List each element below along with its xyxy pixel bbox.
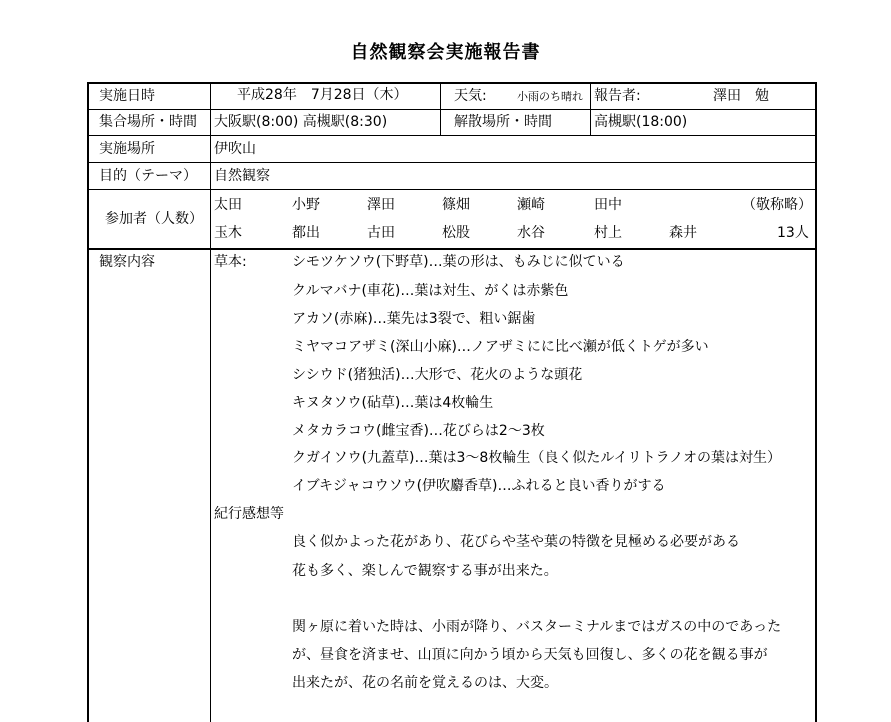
participant-name: 瀬崎 (517, 197, 545, 213)
row-line (87, 109, 817, 110)
column-line (590, 82, 591, 135)
row-line (87, 162, 817, 163)
observation-label: 観察内容 (99, 254, 155, 270)
table-border-top (87, 82, 817, 84)
honorific-note: （敬称略） (742, 197, 812, 213)
plant-entry: クガイソウ(九蓋草)…葉は3～8枚輪生（良く似たルイリトラノオの葉は対生） (292, 450, 782, 466)
plant-entry: アカソ(赤麻)…葉先は3裂で、粗い鋸歯 (292, 311, 536, 327)
date-label: 実施日時 (99, 88, 155, 104)
participant-name: 小野 (292, 197, 320, 213)
plant-entry: クルマバナ(車花)…葉は対生、がくは赤紫色 (292, 283, 569, 299)
participant-count: 13人 (777, 225, 809, 241)
impression-line: 良く似かよった花があり、花びらや茎や葉の特徴を見極める必要がある (292, 534, 740, 550)
dismissal-value: 高槻駅(18:00) (594, 114, 688, 130)
participant-name: 古田 (367, 225, 395, 241)
participant-name: 篠畑 (442, 197, 470, 213)
participant-name: 太田 (214, 197, 242, 213)
reporter-label: 報告者: (594, 88, 641, 104)
impressions-label: 紀行感想等 (214, 506, 284, 522)
meeting-label: 集合場所・時間 (99, 114, 197, 130)
plant-entry: シシウド(猪独活)…大形で、花火のような頭花 (292, 367, 583, 383)
participant-name: 都出 (292, 225, 320, 241)
participant-name: 澤田 (367, 197, 395, 213)
plant-entry: キヌタソウ(砧草)…葉は4枚輪生 (292, 395, 494, 411)
participant-name: 玉木 (214, 225, 242, 241)
meeting-value: 大阪駅(8:00) 高槻駅(8:30) (214, 114, 388, 130)
participant-name: 森井 (669, 225, 697, 241)
column-line (440, 82, 441, 135)
place-label: 実施場所 (99, 141, 155, 157)
plant-entry: シモツケソウ(下野草)…葉の形は、もみじに似ている (292, 254, 625, 270)
reporter-value: 澤田 勉 (713, 88, 769, 104)
plant-entry: ミヤマコアザミ(深山小麻)…ノアザミにに比べ瀬が低くトゲが多い (292, 339, 709, 355)
participant-name: 田中 (594, 197, 622, 213)
plant-entry: メタカラコウ(雌宝香)…花びらは2～3枚 (292, 423, 545, 439)
weather-value: 小雨のち晴れ (517, 90, 583, 103)
column-line (210, 82, 211, 722)
participant-name: 水谷 (517, 225, 545, 241)
impression-line: 出来たが、花の名前を覚えるのは、大変。 (292, 675, 558, 691)
purpose-value: 自然観察 (214, 168, 270, 184)
place-value: 伊吹山 (214, 141, 256, 157)
date-value: 平成28年 7月28日（木） (237, 87, 408, 103)
row-line (87, 189, 817, 190)
participant-name: 松股 (442, 225, 470, 241)
table-border-right (815, 82, 817, 722)
plants-label: 草本: (214, 254, 247, 270)
purpose-label: 目的（テーマ） (99, 168, 197, 184)
weather-label: 天気: (454, 88, 487, 104)
report-table (87, 82, 817, 722)
plant-entry: イブキジャコウソウ(伊吹麝香草)…ふれると良い香りがする (292, 478, 666, 494)
participants-label: 参加者（人数） (105, 211, 203, 227)
impression-line: が、昼食を済ませ、山頂に向かう頃から天気も回復し、多くの花を観る事が (292, 647, 768, 663)
impression-line: 花も多く、楽しんで観察する事が出来た。 (292, 563, 558, 579)
report-title: 自然観察会実施報告書 (350, 42, 541, 63)
participant-name: 村上 (594, 225, 622, 241)
impression-line: 関ヶ原に着いた時は、小雨が降り、バスターミナルまではガスの中のであった (292, 619, 782, 635)
row-line (87, 248, 817, 250)
dismissal-label: 解散場所・時間 (454, 114, 552, 130)
table-border-left (87, 82, 89, 722)
row-line (87, 135, 817, 136)
